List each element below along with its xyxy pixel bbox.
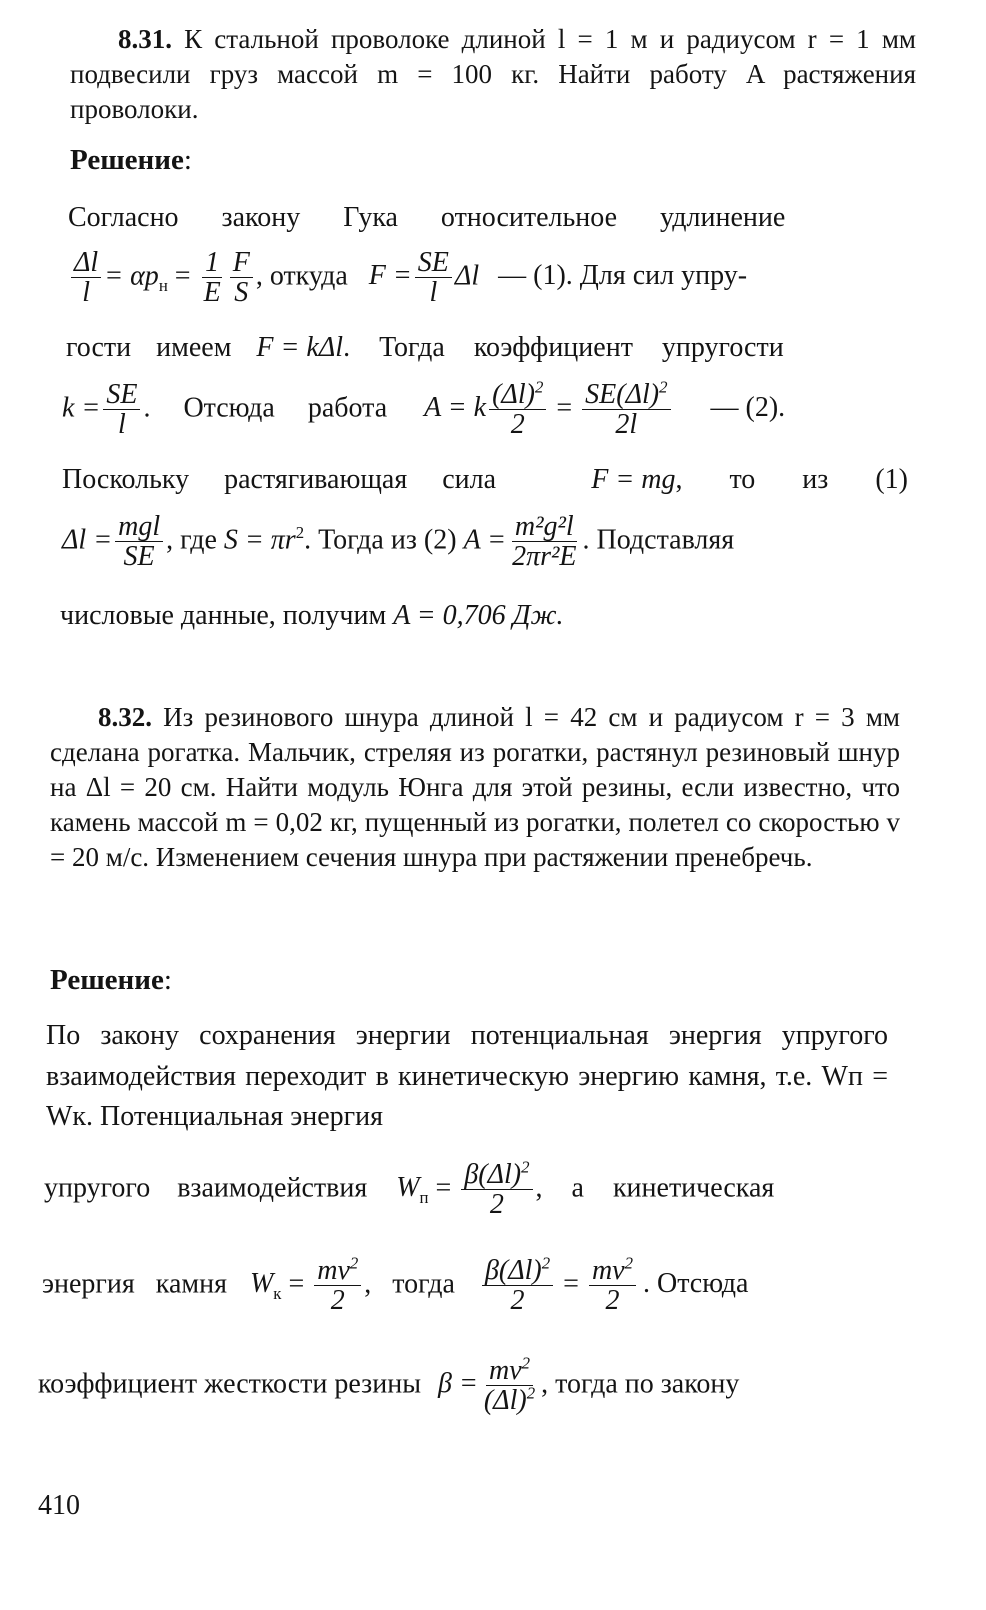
solution-heading: Решение: <box>70 144 192 176</box>
fraction-mv2-dl2: $\frac{mv^2}{(\Delta l)^2}$ <box>483 1353 536 1417</box>
solution-paragraph: По закону сохранения энергии потенциальная энергия упругого взаимодействия переходит в кинетическую энергию камня, т.е. Wп = Wк. Потенциальная энергия <box>46 1020 888 1133</box>
fraction-beta-dl2-2b: $\frac{\beta(\Delta l)^2}{2}$ <box>482 1256 553 1316</box>
solution-line-5: Поскольку растягивающая сила F = mg, то из (1) <box>62 464 908 495</box>
fraction-1-E: $\frac{1}{E}$ <box>203 247 221 309</box>
solution-line-2: $\frac{\Delta l}{l}$ = $\alpha p_н$ = $\frac{1}{E}$ $\frac{F}{S}$ , откуда F = $\frac{SE}{l}$ Δl — (1). Для сил упру- <box>68 248 747 308</box>
fraction-mv2-2: $\frac{mv^2}{2}$ <box>314 1256 361 1316</box>
problem-8-31-statement <box>70 22 916 127</box>
problem-number: 8.31. <box>118 24 172 54</box>
solution-heading: Решение: <box>50 964 172 996</box>
page-number: 410 <box>38 1490 80 1521</box>
fraction-mgl-SE: $\frac{\text{mgl}}{SE}$ <box>115 512 163 572</box>
problem-8-32-statement <box>50 700 900 875</box>
fraction-SE-l-k: $\frac{SE}{l}$ <box>103 380 140 440</box>
solution-line-7: числовые данные, получим A = 0,706 Дж. <box>60 600 564 631</box>
solution-line-wk: энергия камня $W_к$ = $\frac{mv^2}{2}$ , тогда $\frac{\beta(\Delta l)^2}{2}$ = $\frac{mv^2}{2}$ . Отсюда <box>42 1253 749 1317</box>
problem-text: Из резинового шнура длиной l = 42 см и радиусом r = 3 мм сделана рогатка. Мальчик, стреляя из рогатки, растянул резиновый шнур на Δl = 20 см. Найти модуль Юнга для этой резины, если известно, что камень массой m = 0,02 кг, пущенный из рогатки, полетел со скоростью v = 20 м/с. Изменением сечения шнура при растяжении пренебречь. <box>50 702 901 873</box>
solution-line-wp: упругого взаимодействия $W_п$ = $\frac{\beta(\Delta l)^2}{2}$ , а кинетическая <box>44 1157 775 1221</box>
fraction-SEdl2-2l: $\frac{SE(\Delta l)^2}{2l}$ <box>582 380 670 440</box>
solution-text: Согласно закону Гука относительное удлинение <box>68 202 786 233</box>
problem-number: 8.32. <box>98 702 152 732</box>
fraction-dl-l: $\frac{\Delta l}{l}$ <box>71 248 101 308</box>
fraction-A-result: $\frac{\text{m²g²l}}{\text{2πr²E}}$ <box>512 511 577 573</box>
fraction-dl2-2: $\frac{(\Delta l)^2}{2}$ <box>489 380 546 440</box>
solution-line-3: гости имеем F = kΔl. Тогда коэффициент упругости <box>66 332 784 363</box>
problem-text: К стальной проволоке длиной l = 1 м и радиусом r = 1 мм подвесили груз массой m = 100 кг. Найти работу A растяжения проволоки. <box>70 24 916 125</box>
fraction-F-S: $\frac{F}{S}$ <box>230 248 253 308</box>
fraction-SE-l: $\frac{SE}{l}$ <box>415 248 452 308</box>
fraction-beta-dl2-2: $\frac{\beta(\Delta l)^2}{2}$ <box>461 1160 532 1220</box>
solution-line-beta: коэффициент жесткости резины β = $\frac{mv^2}{(\Delta l)^2}$ , тогда по закону <box>38 1353 740 1417</box>
solution-line-4: k = $\frac{SE}{l}$ . Отсюда работа A = k $\frac{(\Delta l)^2}{2}$ = $\frac{SE(\Delta l)^2}{2l}$ — (2). <box>62 377 786 441</box>
solution-line-1 <box>68 200 910 236</box>
solution-line-6: Δl = $\frac{\text{mgl}}{SE}$ , где $S = \pi r^2$. Тогда из (2) A = $\frac{\text{m²g²l}}{\text{2πr²E}}$ . Подставляя <box>62 511 735 573</box>
fraction-mv2-2b: $\frac{mv^2}{2}$ <box>589 1256 636 1316</box>
